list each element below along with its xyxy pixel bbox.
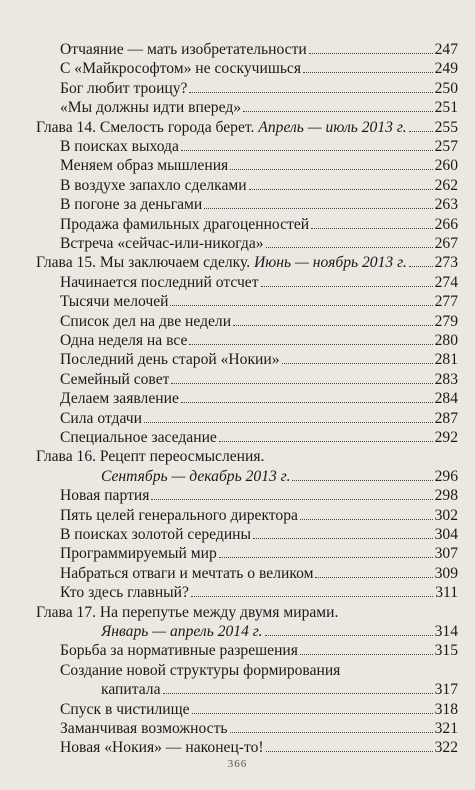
leader-dots — [233, 325, 433, 326]
toc-page-number: 262 — [434, 176, 458, 194]
toc-entry — [60, 350, 458, 369]
chapter-dates: Январь — апрель 2014 г. — [101, 623, 263, 640]
leader-dots — [409, 131, 433, 132]
toc-entry-title: Создание новой структуры формирования — [60, 661, 341, 679]
leader-dots — [151, 499, 432, 500]
toc-entry-title: Тысячи мелочей — [60, 293, 169, 311]
toc-entry-title: Бог любит троицу? — [60, 79, 188, 97]
toc-entry — [60, 719, 458, 738]
leader-dots — [170, 305, 432, 306]
toc-page-number: 277 — [434, 293, 458, 311]
leader-dots — [309, 53, 433, 54]
toc-entry-title: Новая «Нокия» — наконец-то! — [60, 739, 264, 757]
leader-dots — [204, 208, 432, 209]
toc-entry — [60, 195, 458, 214]
toc-entry-title: Список дел на две недели — [60, 312, 232, 330]
toc-entry — [60, 641, 458, 660]
toc-page-number: 321 — [434, 720, 458, 737]
toc-entry-title: В поисках выхода — [60, 138, 179, 155]
leader-dots — [292, 480, 432, 481]
toc-entry-title: Встреча «сейчас-или-никогда» — [60, 235, 264, 252]
toc-page-number: 250 — [434, 79, 458, 97]
toc-page-number: 315 — [434, 642, 458, 660]
toc-entry-title: С «Майкрософтом» не соскучишься — [60, 60, 302, 78]
toc-entry-title: Последний день старой «Нокии» — [60, 351, 280, 369]
toc-entry — [60, 525, 458, 544]
toc-page-number: 314 — [434, 623, 458, 640]
toc-entry — [60, 176, 458, 195]
chapter-dates: Сентябрь — декабрь 2013 г. — [101, 467, 291, 485]
leader-dots — [303, 72, 433, 73]
toc-entry-title: Программируемый мир — [60, 545, 217, 563]
toc-entry-title: Борьба за нормативные разрешения — [60, 642, 298, 660]
leader-dots — [181, 150, 433, 151]
toc-entry — [60, 156, 458, 175]
toc-page-number: 287 — [434, 409, 458, 427]
toc-page-number: 274 — [434, 273, 458, 291]
toc-entry-title: Пять целей генерального директора — [60, 506, 298, 524]
toc-entry — [60, 98, 458, 117]
toc-entry — [60, 273, 458, 292]
toc-entry — [60, 331, 458, 350]
toc-entry — [60, 292, 458, 311]
toc-entry-title: Спуск в чистилище — [60, 700, 190, 718]
toc-entry — [60, 583, 458, 602]
toc-page-number: 302 — [434, 506, 458, 524]
toc-entry-title: Делаем заявление — [60, 390, 179, 408]
toc-entry — [60, 428, 458, 447]
leader-dots — [181, 402, 433, 403]
toc-entry-title: Новая партия — [60, 487, 150, 505]
chapter-entry — [36, 253, 458, 272]
leader-dots — [409, 266, 433, 267]
chapter-dates: Июнь — ноябрь 2013 г. — [254, 254, 407, 272]
leader-dots — [300, 654, 433, 655]
toc-entry — [60, 506, 458, 525]
chapter-title: Глава 15. Мы заключаем сделку. Июнь — ноябрь 2013 г. — [36, 254, 407, 272]
toc-entry — [60, 215, 458, 234]
toc-page-number: 266 — [434, 215, 458, 233]
chapter-title: Глава 14. Смелость города берет. Апрель — июль 2013 г. — [36, 118, 407, 136]
toc-page-number: 304 — [434, 526, 458, 543]
toc-page-number: 260 — [434, 157, 458, 175]
toc-page-number: 317 — [434, 681, 458, 699]
toc-entry — [60, 486, 458, 505]
toc-page-number: 284 — [434, 390, 458, 408]
toc-page-number: 309 — [434, 564, 458, 582]
toc-page-number: 279 — [434, 312, 458, 330]
leader-dots — [191, 596, 433, 597]
toc-entry-title: Семейный совет — [60, 370, 170, 388]
chapter-entry — [36, 118, 458, 137]
chapter-title: Глава 16. Рецепт переосмысления. — [36, 448, 265, 466]
toc-entry-title: Заманчивая возможность — [60, 720, 228, 737]
leader-dots — [189, 92, 432, 93]
chapter-dates: Апрель — июль 2013 г. — [258, 118, 407, 136]
leader-dots — [189, 344, 432, 345]
toc-entry — [60, 544, 458, 563]
toc-entry-title: Специальное заседание — [60, 429, 217, 446]
leader-dots — [266, 751, 433, 752]
leader-dots — [282, 363, 433, 364]
leader-dots — [249, 189, 433, 190]
toc-entry — [60, 234, 458, 253]
toc-page-number: 255 — [434, 118, 458, 136]
toc-entry — [60, 59, 458, 78]
leader-dots — [315, 577, 432, 578]
toc-page-number: 249 — [434, 60, 458, 78]
toc-page-number: 298 — [434, 487, 458, 505]
leader-dots — [171, 383, 432, 384]
toc-entry — [60, 700, 458, 719]
toc-entry-title: Кто здесь главный? — [60, 584, 189, 602]
toc-entry-title: Одна неделя на все — [60, 332, 188, 349]
leader-dots — [163, 693, 433, 694]
toc-page-number: 292 — [434, 429, 458, 446]
toc-entry-title: Начинается последний отсчет — [60, 273, 259, 291]
toc-entry — [60, 389, 458, 408]
leader-dots — [265, 635, 433, 636]
toc-page-number: 263 — [434, 196, 458, 214]
toc-entry — [60, 738, 458, 757]
toc-page-number: 283 — [434, 370, 458, 388]
toc-entry — [60, 564, 458, 583]
toc-page-number: 296 — [434, 467, 458, 485]
toc-page-number: 273 — [434, 254, 458, 272]
chapter-title: Глава 17. На перепутье между двумя мирами. — [36, 603, 339, 621]
leader-dots — [219, 557, 433, 558]
toc-entry-title: В воздухе запахло сделками — [60, 176, 247, 194]
toc-entry-title: Меняем образ мышления — [60, 157, 229, 175]
toc-entry — [60, 40, 458, 59]
leader-dots — [311, 228, 433, 229]
toc-page-number: 322 — [434, 739, 458, 757]
leader-dots — [219, 441, 433, 442]
leader-dots — [253, 538, 433, 539]
toc-entry — [60, 409, 458, 428]
chapter-entry — [101, 467, 458, 486]
toc-entry-title: Сила отдачи — [60, 409, 142, 427]
toc-entry — [101, 680, 458, 699]
toc-entry-title: Набраться отваги и мечтать о великом — [60, 564, 314, 582]
toc-page-number: 281 — [434, 351, 458, 369]
toc-entry-title: В поисках золотой середины — [60, 526, 251, 543]
leader-dots — [261, 286, 433, 287]
toc-entry-title: Продажа фамильных драгоценностей — [60, 215, 310, 233]
toc-page-number: 257 — [434, 138, 458, 155]
leader-dots — [243, 111, 433, 112]
leader-dots — [230, 169, 432, 170]
toc-page-number: 280 — [434, 332, 458, 349]
toc-entry — [60, 312, 458, 331]
leader-dots — [300, 519, 433, 520]
toc-entry — [60, 137, 458, 156]
toc-entry-title: Отчаяние — мать изобретательности — [60, 41, 307, 58]
toc-page-number: 251 — [434, 99, 458, 117]
toc-page-number: 307 — [434, 545, 458, 563]
toc-page-number: 311 — [435, 584, 458, 602]
toc-page-number: 267 — [434, 235, 458, 252]
leader-dots — [192, 713, 433, 714]
toc-entry-title: «Мы должны идти вперед» — [60, 99, 242, 117]
toc-entry-title: капитала — [101, 681, 161, 699]
leader-dots — [230, 732, 433, 733]
toc-page-number: 247 — [434, 41, 458, 58]
page-number-footer: 366 — [227, 758, 248, 770]
toc-page-number: 318 — [434, 700, 458, 718]
toc-entry — [60, 79, 458, 98]
leader-dots — [266, 247, 433, 248]
chapter-entry — [101, 622, 458, 641]
toc-entry — [60, 370, 458, 389]
leader-dots — [144, 422, 433, 423]
toc-entry-title: В погоне за деньгами — [60, 196, 203, 214]
